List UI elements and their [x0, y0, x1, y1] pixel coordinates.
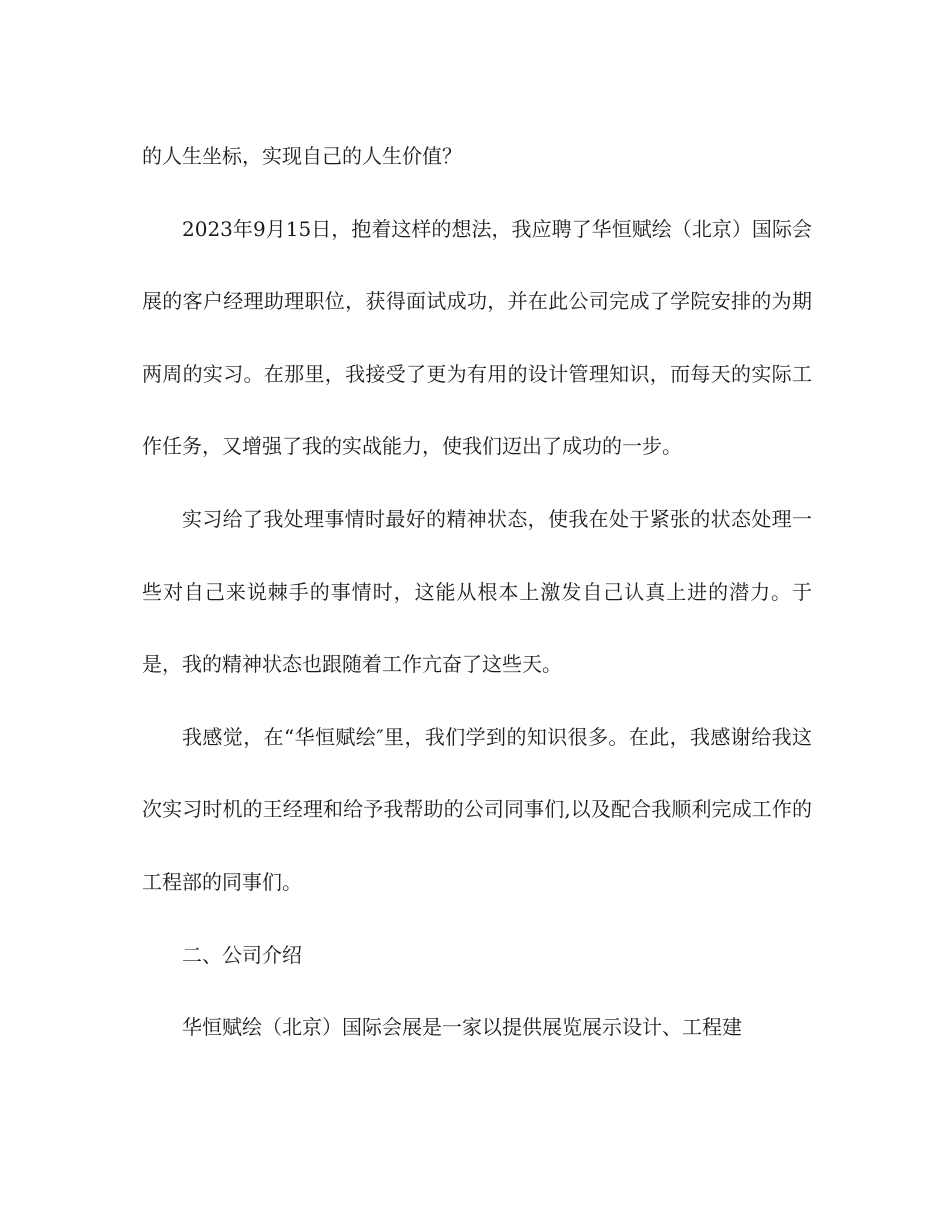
document-body [142, 120, 812, 1064]
paragraph-application: 2023年9月15日，抱着这样的想法，我应聘了华恒赋绘（北京）国际会展的客户经理助理职位，获得面试成功，并在此公司完成了学院安排的为期两周的实习。在那里，我接受了更为有用的设计管理知识，而每天的实际工作任务，又增强了我的实战能力，使我们迈出了成功的一步。 [142, 216, 812, 459]
paragraph-continuation: 的人生坐标，实现自己的人生价值？ [142, 144, 462, 168]
section-heading-company-intro: 二、公司介绍 [182, 942, 302, 967]
paragraph-company-intro: 华恒赋绘（北京）国际会展是一家以提供展览展示设计、工程建 [182, 1015, 742, 1040]
paragraph-mental-state: 实习给了我处理事情时最好的精神状态，使我在处于紧张的状态处理一些对自己来说棘手的事情时，这能从根本上激发自己认真上进的潜力。于是，我的精神状态也跟随着工作亢奋了这些天。 [142, 506, 812, 677]
paragraph-thanks: 我感觉，在“华恒赋绘″里，我们学到的知识很多。在此，我感谢给我这次实习时机的王经理和给予我帮助的公司同事们,以及配合我顺利完成工作的工程部的同事们。 [142, 724, 812, 894]
